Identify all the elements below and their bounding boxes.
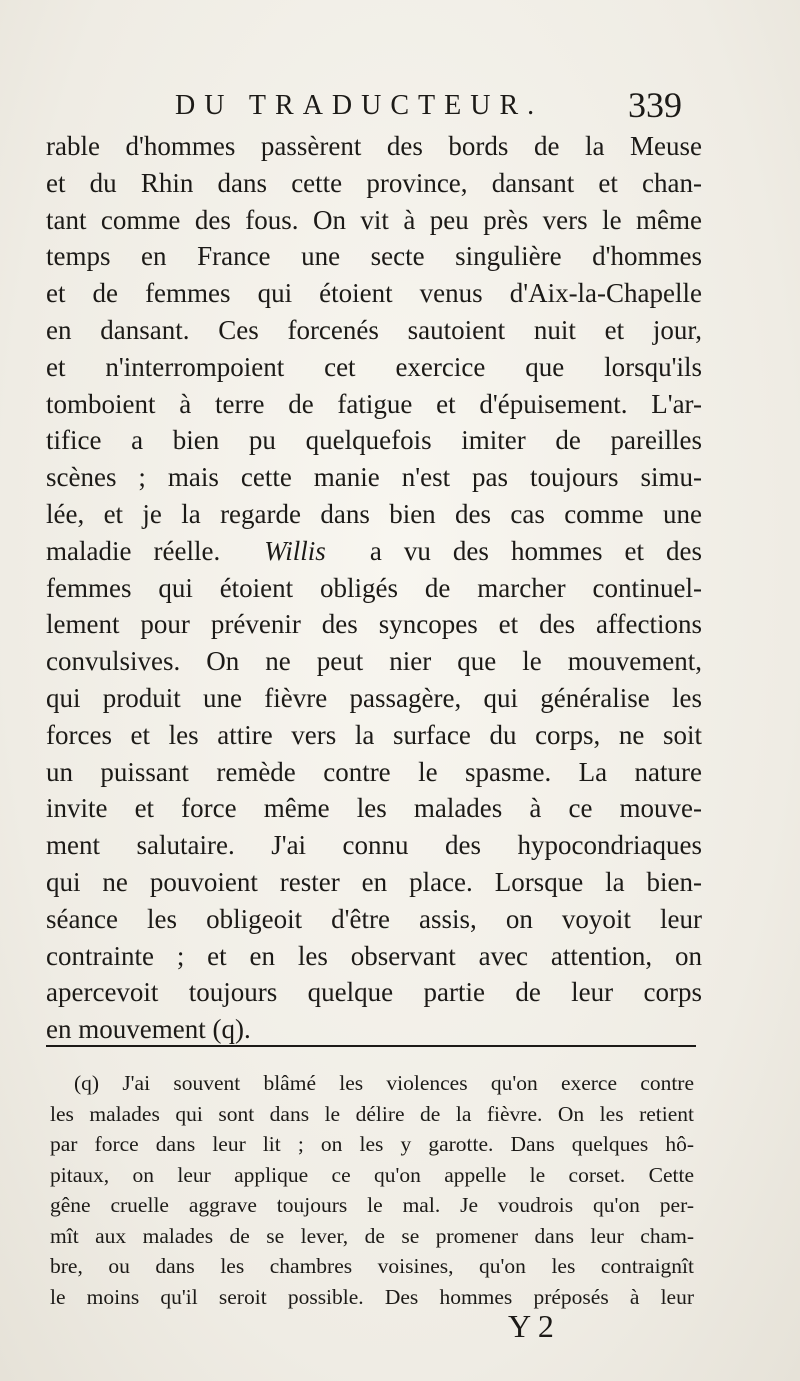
footnote-line: le moins qu'il seroit possible. Des hommes préposés à leur [50, 1284, 694, 1309]
text-line: un puissant remède contre le spasme. La nature [46, 756, 702, 787]
text-line: tomboient à terre de fatigue et d'épuisement. L'ar- [46, 388, 702, 419]
footnote-line: bre, ou dans les chambres voisines, qu'on les contraignît [50, 1254, 694, 1278]
text-line: lement pour prévenir des syncopes et des affections [46, 609, 702, 640]
text-line: apercevoit toujours quelque partie de leur corps [46, 977, 702, 1008]
text-line: tifice a bien pu quelquefois imiter de pareilles [46, 425, 702, 456]
page-number: 339 [628, 85, 682, 125]
text-line: contrainte ; et en les observant avec attention, on [46, 940, 702, 971]
text-line: invite et force même les malades à ce mouve- [46, 793, 702, 824]
text-line: et de femmes qui étoient venus d'Aix-la-Chapelle [46, 278, 702, 309]
text-line: en mouvement (q). [46, 1014, 251, 1045]
footnote-line: pitaux, on leur applique ce qu'on appelle le corset. Cette [50, 1162, 694, 1187]
text-line: qui ne pouvoient rester en place. Lorsque la bien- [46, 866, 702, 897]
text-line: forces et les attire vers la surface du corps, ne soit [46, 719, 702, 750]
text-line: qui produit une fièvre passagère, qui généralise les [46, 682, 702, 713]
footnote-line: les malades qui sont dans le délire de la fièvre. On les retient [50, 1101, 694, 1126]
footnote-line: gêne cruelle aggrave toujours le mal. Je voudrois qu'on per- [50, 1193, 694, 1217]
text-line: scènes ; mais cette manie n'est pas toujours simu- [46, 462, 702, 493]
text-segment: maladie réelle. [46, 535, 221, 566]
footnote-line: mît aux malades de se lever, de se promener dans leur cham- [50, 1223, 694, 1248]
text-line: rable d'hommes passèrent des bords de la Meuse [46, 131, 702, 161]
text-line: tant comme des fous. On vit à peu près vers le même [46, 204, 702, 235]
footnote-line: (q) J'ai souvent blâmé les violences qu'on exerce contre [74, 1071, 694, 1095]
footnote-separator [46, 1045, 696, 1047]
main-text [46, 128, 702, 1048]
text-line: séance les obligeoit d'être assis, on voyoit leur [46, 903, 702, 934]
text-line: temps en France une secte singulière d'hommes [46, 241, 702, 272]
footnote [50, 1068, 694, 1312]
text-line: et n'interrompoient cet exercice que lorsqu'ils [46, 351, 702, 382]
text-line: en dansant. Ces forcenés sautoient nuit et jour, [46, 314, 702, 345]
running-head: DU TRADUCTEUR. [175, 90, 544, 121]
page-header [0, 84, 800, 134]
text-line: femmes qui étoient obligés de marcher continuel- [46, 572, 702, 603]
text-line: ment salutaire. J'ai connu des hypocondriaques [46, 830, 702, 861]
italic-name: Willis [264, 535, 326, 566]
text-line: lée, et je la regarde dans bien des cas comme une [46, 498, 702, 529]
text-line: et du Rhin dans cette province, dansant et chan- [46, 167, 702, 198]
footnote-line: par force dans leur lit ; on les y garotte. Dans quelques hô- [50, 1132, 694, 1156]
signature-mark: Y 2 [508, 1308, 554, 1344]
text-segment: a vu des hommes et des [369, 535, 703, 566]
text-line-with-italic [46, 533, 702, 570]
text-line: convulsives. On ne peut nier que le mouvement, [46, 646, 702, 677]
